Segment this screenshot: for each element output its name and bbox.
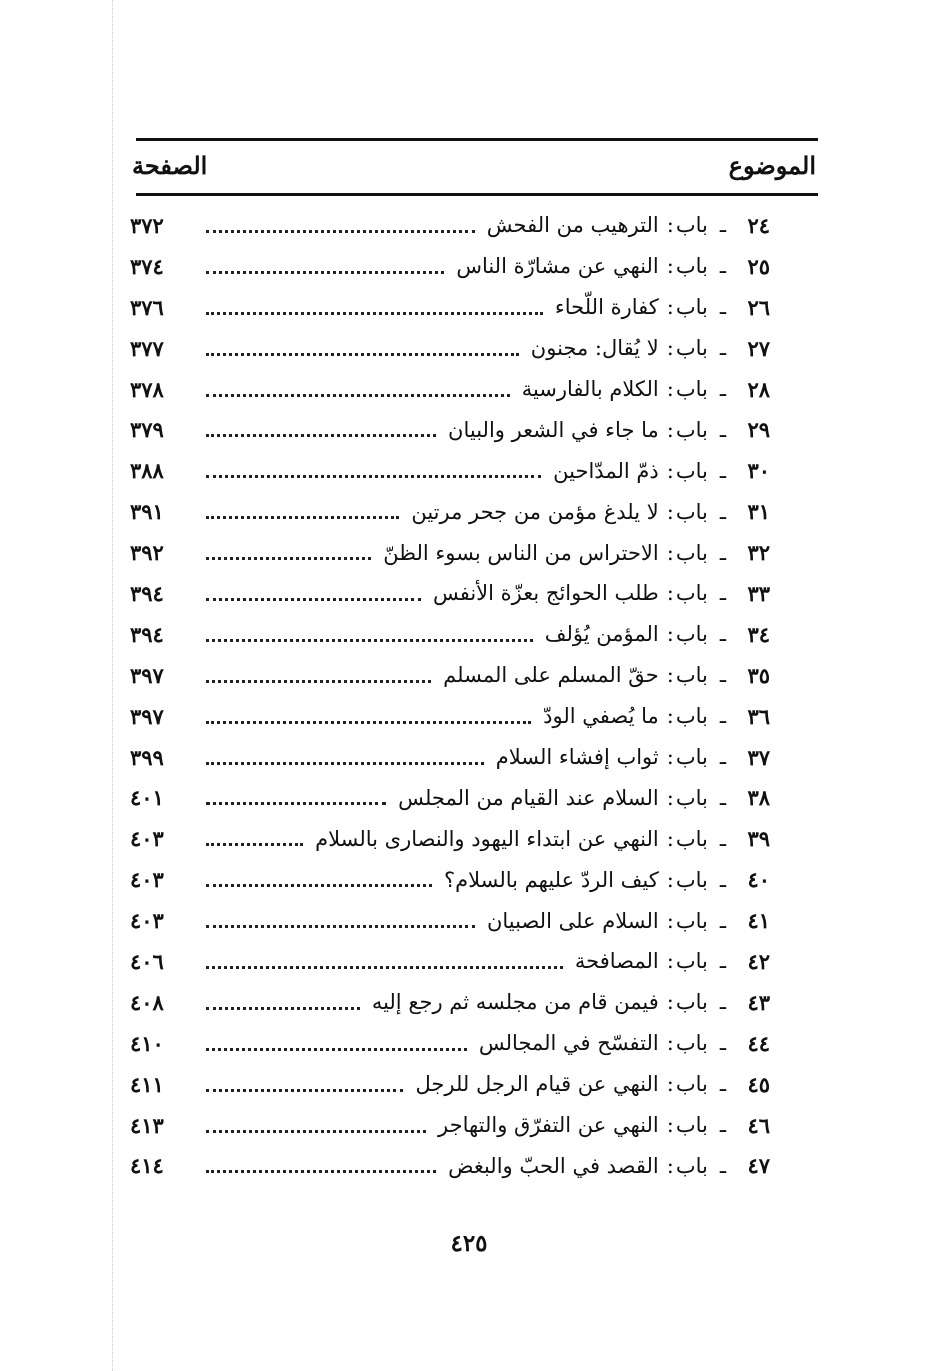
dot-leader xyxy=(206,1007,360,1010)
entry-number: ٣٧ xyxy=(747,744,770,770)
entry-page: ٣٨٨ xyxy=(130,458,164,484)
dash-separator: ـ xyxy=(719,949,726,974)
colon-separator: : xyxy=(666,458,674,483)
dash-separator: ـ xyxy=(719,499,726,524)
colon-separator: : xyxy=(666,377,674,401)
toc-entry[interactable] xyxy=(130,1023,770,1064)
colon-separator: : xyxy=(666,745,674,770)
entry-title: الترهيب من الفحش xyxy=(486,213,659,238)
entry-label: باب xyxy=(675,581,708,606)
entry-title: القصد في الحبّ والبغض xyxy=(448,1153,659,1178)
dash-separator: ـ xyxy=(719,295,726,320)
dash-separator: ـ xyxy=(719,1113,726,1138)
dash-separator: ـ xyxy=(719,213,726,238)
entry-page: ٤١٤ xyxy=(130,1153,164,1179)
dot-leader xyxy=(206,1170,436,1173)
entry-number: ٢٥ xyxy=(747,253,770,279)
entry-page: ٣٩٤ xyxy=(130,621,164,647)
entry-number: ٤٣ xyxy=(747,989,770,1015)
header-bottom-rule xyxy=(136,193,818,196)
entry-page: ٤٠٣ xyxy=(130,867,164,893)
entry-label: باب xyxy=(675,295,708,320)
dash-separator: ـ xyxy=(719,704,726,729)
dot-leader xyxy=(206,312,543,315)
entry-page: ٣٧٢ xyxy=(130,212,164,238)
topic-column-heading: الموضوع xyxy=(728,151,816,180)
dot-leader xyxy=(206,639,533,642)
colon-separator: : xyxy=(666,254,674,279)
toc-entry[interactable] xyxy=(130,205,770,246)
entry-page: ٣٧٦ xyxy=(130,294,164,320)
colon-separator: : xyxy=(666,1113,674,1138)
colon-separator: : xyxy=(666,622,674,647)
entry-label: باب xyxy=(675,826,708,851)
colon-separator: : xyxy=(666,213,674,238)
dot-leader xyxy=(206,966,563,969)
entry-label: باب xyxy=(675,1113,708,1138)
dash-separator: ـ xyxy=(719,254,726,279)
colon-separator: : xyxy=(666,1031,674,1056)
entry-number: ٣٥ xyxy=(747,662,770,688)
toc-entry[interactable] xyxy=(130,491,770,532)
colon-separator: : xyxy=(666,990,674,1015)
entry-number: ٢٨ xyxy=(747,376,770,402)
colon-separator: : xyxy=(666,581,674,606)
colon-separator: : xyxy=(666,499,674,524)
dot-leader xyxy=(206,843,303,846)
colon-separator: : xyxy=(666,867,674,892)
entry-number: ٣٣ xyxy=(747,580,770,606)
toc-entry[interactable] xyxy=(130,1064,770,1105)
dot-leader xyxy=(206,884,432,887)
entry-page: ٤١٣ xyxy=(130,1112,164,1138)
dash-separator: ـ xyxy=(719,377,726,401)
dot-leader xyxy=(206,516,399,519)
toc-entry[interactable] xyxy=(130,859,770,900)
entry-page: ٤١١ xyxy=(130,1071,164,1097)
entry-page: ٣٩٧ xyxy=(130,703,164,729)
dash-separator: ـ xyxy=(719,908,726,933)
entry-label: باب xyxy=(675,458,708,483)
dot-leader xyxy=(206,353,519,356)
toc-entry[interactable] xyxy=(130,287,770,328)
entry-title: كفارة اللّحاء xyxy=(554,295,659,320)
entry-number: ٣١ xyxy=(747,499,770,525)
colon-separator: : xyxy=(666,949,674,974)
dot-leader xyxy=(206,802,386,805)
dash-separator: ـ xyxy=(719,336,726,361)
header-top-rule xyxy=(136,138,818,141)
dash-separator: ـ xyxy=(719,745,726,770)
dash-separator: ـ xyxy=(719,663,726,688)
dash-separator: ـ xyxy=(719,1072,726,1097)
entry-number: ٢٤ xyxy=(747,212,770,238)
entry-label: باب xyxy=(675,499,708,524)
toc-entry[interactable] xyxy=(130,409,770,450)
toc-entry[interactable] xyxy=(130,532,770,573)
toc-entry[interactable] xyxy=(130,818,770,859)
toc-entry[interactable] xyxy=(130,941,770,982)
entry-label: باب xyxy=(675,336,708,361)
entry-page: ٣٩٧ xyxy=(130,662,164,688)
dash-separator: ـ xyxy=(719,622,726,647)
entry-page: ٣٧٤ xyxy=(130,253,164,279)
entry-page: ٤٠٦ xyxy=(130,948,164,974)
entry-title: طلب الحوائج بعزّة الأنفس xyxy=(432,581,659,606)
dot-leader xyxy=(206,1089,403,1092)
toc-entry[interactable] xyxy=(130,655,770,696)
toc-entry[interactable] xyxy=(130,777,770,818)
entry-title: ذمّ المدّاحين xyxy=(553,458,659,483)
dash-separator: ـ xyxy=(719,990,726,1015)
entry-title: ما جاء في الشعر والبيان xyxy=(448,417,659,442)
entry-label: باب xyxy=(675,785,708,810)
toc-entry[interactable] xyxy=(130,614,770,655)
entry-title: حقّ المسلم على المسلم xyxy=(443,663,659,688)
entry-label: باب xyxy=(675,867,708,892)
colon-separator: : xyxy=(666,295,674,320)
entry-page: ٣٧٨ xyxy=(130,376,164,402)
dash-separator: ـ xyxy=(719,417,726,442)
entry-number: ٤٥ xyxy=(747,1071,770,1097)
entry-number: ٤٤ xyxy=(747,1030,770,1056)
entry-label: باب xyxy=(675,622,708,647)
toc-entry[interactable] xyxy=(130,696,770,737)
colon-separator: : xyxy=(666,1153,674,1178)
toc-entry[interactable] xyxy=(130,982,770,1023)
entry-title: النهي عن قيام الرجل للرجل xyxy=(415,1072,659,1097)
entry-title: التفسّح في المجالس xyxy=(478,1031,659,1056)
entry-number: ٤٠ xyxy=(747,867,770,893)
entry-title: النهي عن التفرّق والتهاجر xyxy=(438,1113,659,1138)
dot-leader xyxy=(206,762,484,765)
entry-label: باب xyxy=(675,663,708,688)
entry-label: باب xyxy=(675,745,708,770)
entry-label: باب xyxy=(675,908,708,933)
colon-separator: : xyxy=(666,826,674,851)
dash-separator: ـ xyxy=(719,1153,726,1178)
entry-label: باب xyxy=(675,540,708,565)
entry-number: ٣٠ xyxy=(747,458,770,484)
entry-title: الاحتراس من الناس بسوء الظنّ xyxy=(383,540,659,565)
toc-entry[interactable] xyxy=(130,1105,770,1146)
entry-label: باب xyxy=(675,949,708,974)
dot-leader xyxy=(206,475,541,478)
entry-number: ٣٨ xyxy=(747,785,770,811)
entry-page: ٣٩٩ xyxy=(130,744,164,770)
dot-leader xyxy=(206,680,431,683)
dot-leader xyxy=(206,1130,426,1133)
entry-number: ٣٩ xyxy=(747,826,770,852)
entry-label: باب xyxy=(675,990,708,1015)
entry-title: ما يُصفي الودّ xyxy=(543,704,659,729)
entry-title: المصافحة xyxy=(574,949,659,974)
entry-label: باب xyxy=(675,1072,708,1097)
entry-title: فيمن قام من مجلسه ثم رجع إليه xyxy=(371,990,659,1015)
entry-title: المؤمن يُؤلف xyxy=(544,622,659,647)
colon-separator: : xyxy=(666,908,674,933)
entry-label: باب xyxy=(675,213,708,238)
entry-label: باب xyxy=(675,377,708,401)
entry-number: ٣٤ xyxy=(747,621,770,647)
dot-leader xyxy=(206,271,444,274)
entry-label: باب xyxy=(675,1153,708,1178)
dot-leader xyxy=(206,434,436,437)
entry-number: ٢٦ xyxy=(747,294,770,320)
entry-title: النهي عن ابتداء اليهود والنصارى بالسلام xyxy=(315,826,659,851)
colon-separator: : xyxy=(666,540,674,565)
toc-entry[interactable] xyxy=(130,1145,770,1186)
dash-separator: ـ xyxy=(719,785,726,810)
dot-leader xyxy=(206,721,531,724)
entry-title: لا يُقال: مجنون xyxy=(530,336,659,361)
entry-page: ٣٩٢ xyxy=(130,540,164,566)
table-of-contents xyxy=(130,205,770,1186)
page-column-heading: الصفحة xyxy=(132,151,208,180)
dot-leader xyxy=(206,925,475,928)
dash-separator: ـ xyxy=(719,540,726,565)
entry-page: ٤٠١ xyxy=(130,785,164,811)
entry-title: السلام عند القيام من المجلس xyxy=(398,785,659,810)
entry-title: ثواب إفشاء السلام xyxy=(495,745,659,770)
entry-page: ٣٩٤ xyxy=(130,580,164,606)
colon-separator: : xyxy=(666,663,674,688)
entry-number: ٤١ xyxy=(747,908,770,934)
entry-label: باب xyxy=(675,1031,708,1056)
dot-leader xyxy=(206,230,475,233)
entry-title: الكلام بالفارسية xyxy=(521,377,659,401)
entry-title: لا يلدغ مؤمن من جحر مرتين xyxy=(411,499,659,524)
entry-title: النهي عن مشارّة الناس xyxy=(456,254,659,279)
dash-separator: ـ xyxy=(719,581,726,606)
entry-number: ٣٦ xyxy=(747,703,770,729)
toc-entry[interactable] xyxy=(130,900,770,941)
colon-separator: : xyxy=(666,704,674,729)
entry-title: كيف الردّ عليهم بالسلام؟ xyxy=(443,867,659,892)
dash-separator: ـ xyxy=(719,458,726,483)
entry-page: ٣٧٩ xyxy=(130,417,164,443)
toc-entry[interactable] xyxy=(130,369,770,410)
entry-number: ٢٧ xyxy=(747,335,770,361)
dash-separator: ـ xyxy=(719,826,726,851)
entry-title: السلام على الصبيان xyxy=(486,908,659,933)
toc-entry[interactable] xyxy=(130,246,770,287)
entry-number: ٢٩ xyxy=(747,417,770,443)
entry-page: ٤٠٨ xyxy=(130,989,164,1015)
dot-leader xyxy=(206,557,371,560)
entry-label: باب xyxy=(675,254,708,279)
entry-page: ٣٧٧ xyxy=(130,335,164,361)
toc-entry[interactable] xyxy=(130,328,770,369)
dot-leader xyxy=(206,598,421,601)
colon-separator: : xyxy=(666,1072,674,1097)
colon-separator: : xyxy=(666,417,674,442)
entry-label: باب xyxy=(675,417,708,442)
gutter-line xyxy=(112,0,113,1371)
dot-leader xyxy=(206,1048,467,1051)
entry-number: ٤٢ xyxy=(747,948,770,974)
toc-entry[interactable] xyxy=(130,737,770,778)
entry-number: ٣٢ xyxy=(747,540,770,566)
colon-separator: : xyxy=(666,785,674,810)
entry-page: ٤١٠ xyxy=(130,1030,164,1056)
entry-number: ٤٦ xyxy=(747,1112,770,1138)
dot-leader xyxy=(206,394,510,397)
toc-entry[interactable] xyxy=(130,450,770,491)
entry-number: ٤٧ xyxy=(747,1153,770,1179)
entry-page: ٣٩١ xyxy=(130,499,164,525)
page-number: ٤٢٥ xyxy=(450,1230,488,1257)
dash-separator: ـ xyxy=(719,867,726,892)
entry-page: ٤٠٣ xyxy=(130,826,164,852)
entry-label: باب xyxy=(675,704,708,729)
colon-separator: : xyxy=(666,336,674,361)
toc-entry[interactable] xyxy=(130,573,770,614)
dash-separator: ـ xyxy=(719,1031,726,1056)
entry-page: ٤٠٣ xyxy=(130,908,164,934)
